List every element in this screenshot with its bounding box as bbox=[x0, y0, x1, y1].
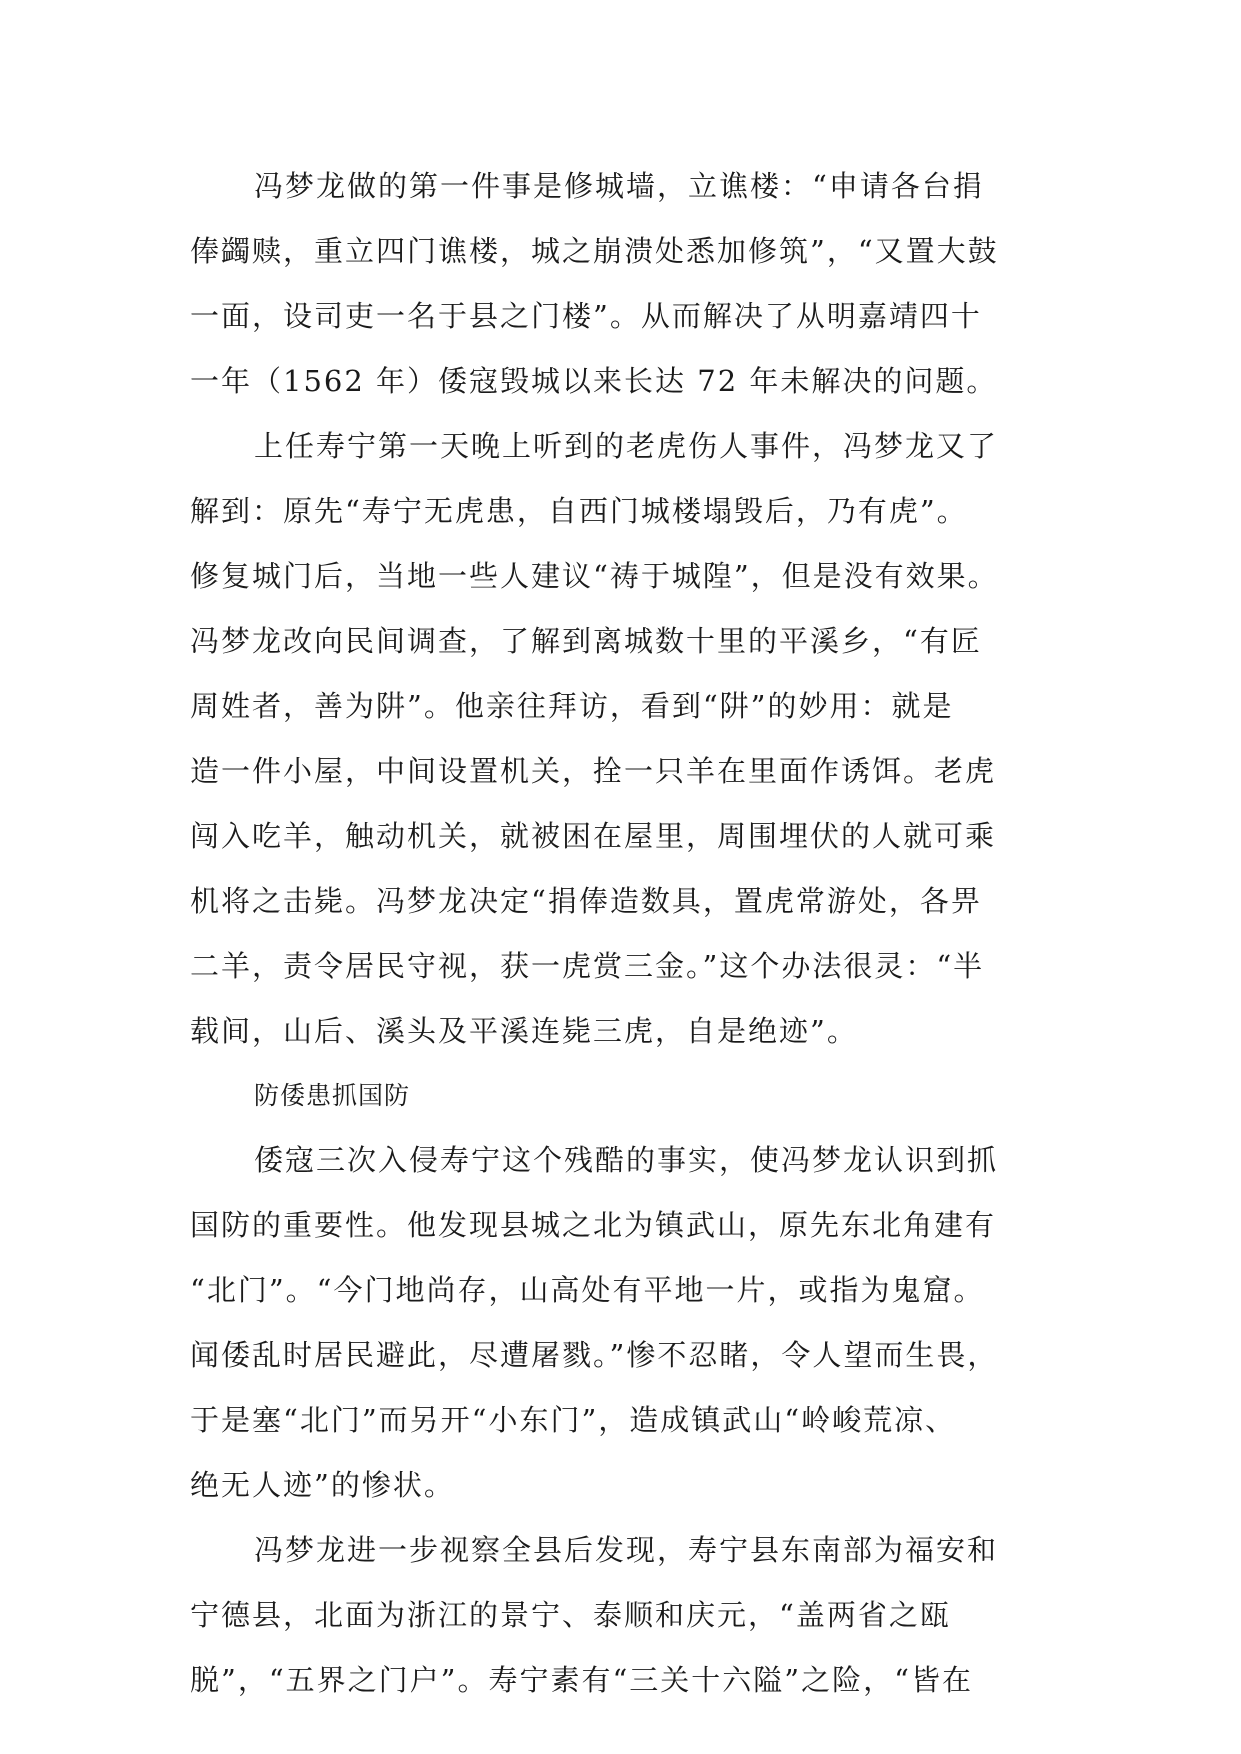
paragraph-line: 周姓者，善为阱”。他亲往拜访，看到“阱”的妙用：就是 bbox=[190, 689, 954, 723]
paragraph-line: 解到：原先“寿宁无虎患，自西门城楼塌毁后，乃有虎”。 bbox=[190, 494, 968, 528]
section-heading: 防倭患抓国防 bbox=[254, 1081, 411, 1110]
paragraph-line: 脱”，“五界之门户”。寿宁素有“三关十六隘”之险，“皆在 bbox=[190, 1663, 973, 1697]
paragraph-line: 倭寇三次入侵寿宁这个残酷的事实，使冯梦龙认识到抓 bbox=[254, 1143, 999, 1177]
paragraph-line: 二羊，责令居民守视，获一虎赏三金。”这个办法很灵：“半 bbox=[190, 949, 985, 983]
paragraph-line: 俸蠲赎，重立四门谯楼，城之崩溃处悉加修筑”，“又置大鼓 bbox=[190, 234, 999, 268]
paragraph-line: 于是塞“北门”而另开“小东门”，造成镇武山“岭峻荒凉、 bbox=[190, 1403, 957, 1437]
paragraph-line: 载间，山后、溪头及平溪连毙三虎，自是绝迹”。 bbox=[190, 1014, 858, 1048]
paragraph-line: 绝无人迹”的惨状。 bbox=[190, 1468, 455, 1502]
paragraph-line: 国防的重要性。他发现县城之北为镇武山，原先东北角建有 bbox=[190, 1208, 997, 1242]
paragraph-line: “北门”。“今门地尚存，山高处有平地一片，或指为鬼窟。 bbox=[190, 1273, 985, 1307]
paragraph-line: 一面，设司吏一名于县之门楼”。从而解决了从明嘉靖四十 bbox=[190, 299, 982, 333]
paragraph-line: 冯梦龙改向民间调查，了解到离城数十里的平溪乡，“有匠 bbox=[190, 624, 982, 658]
paragraph-line: 上任寿宁第一天晚上听到的老虎伤人事件，冯梦龙又了 bbox=[254, 429, 999, 463]
paragraph-line: 造一件小屋，中间设置机关，拴一只羊在里面作诱饵。老虎 bbox=[190, 754, 997, 788]
paragraph-line: 冯梦龙进一步视察全县后发现，寿宁县东南部为福安和 bbox=[254, 1533, 999, 1567]
paragraph-line: 闻倭乱时居民避此，尽遭屠戮。”惨不忍睹，令人望而生畏， bbox=[190, 1338, 999, 1372]
paragraph-line: 闯入吃羊，触动机关，就被困在屋里，周围埋伏的人就可乘 bbox=[190, 819, 997, 853]
paragraph-line: 机将之击毙。冯梦龙决定“捐俸造数具，置虎常游处，各畀 bbox=[190, 884, 982, 918]
paragraph-line: 冯梦龙做的第一件事是修城墙，立谯楼：“申请各台捐 bbox=[254, 169, 984, 203]
paragraph-line: 一年（1562 年）倭寇毁城以来长达 72 年未解决的问题。 bbox=[190, 364, 998, 398]
paragraph-line: 宁德县，北面为浙江的景宁、泰顺和庆元，“盖两省之瓯 bbox=[190, 1598, 951, 1632]
paragraph-line: 修复城门后，当地一些人建议“祷于城隍”，但是没有效果。 bbox=[190, 559, 999, 593]
